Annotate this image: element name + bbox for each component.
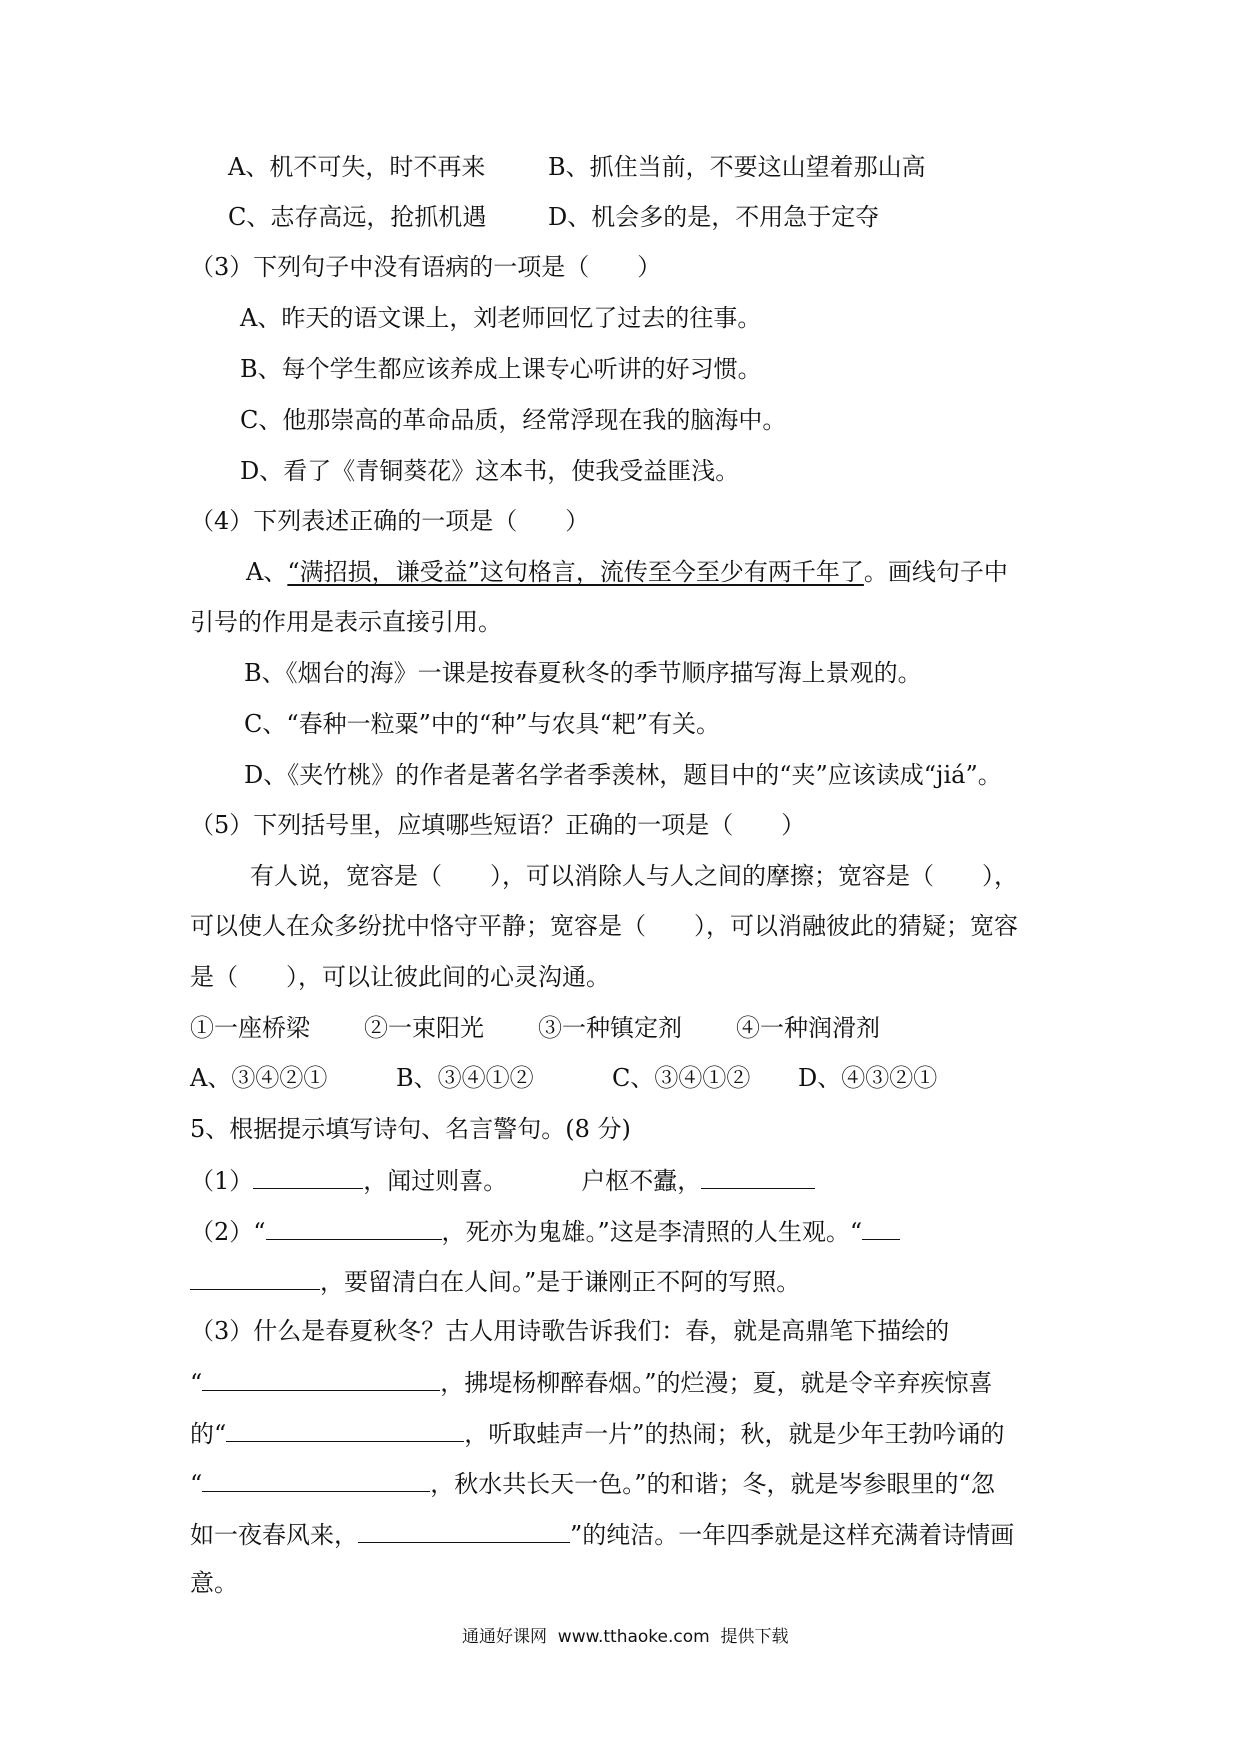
section5-line2 (190, 1215, 900, 1245)
footer-download-note: 通通好课网 www.tthaoke.com 提供下载 (462, 1627, 789, 1647)
text-1: ，闻过则喜。 (363, 1167, 508, 1195)
q4-option-a-rest: 。画线句子中 (863, 558, 1008, 586)
text-1c: 户枢不蠹， (581, 1167, 702, 1195)
section5-line4: （3）什么是春夏秋冬？古人用诗歌告诉我们：春，就是高鼎笔下描绘的 (190, 1317, 950, 1345)
q2-option-a: A、机不可失，时不再来 (228, 153, 486, 181)
section5-title: 5、根据提示填写诗句、名言警句。(8 分) (190, 1115, 631, 1143)
quote-open-5: “ (190, 1369, 203, 1397)
q5-option-c: C、③④①② (612, 1064, 751, 1092)
q4-stem: （4）下列表述正确的一项是（ ） (190, 507, 590, 535)
q5-passage-line3: 是（ ），可以让彼此间的心灵沟通。 (190, 963, 610, 991)
section5-line9: 意。 (190, 1569, 238, 1597)
fill-blank-3[interactable] (266, 1215, 442, 1240)
q2-option-d: D、机会多的是，不用急于定夺 (548, 203, 880, 231)
q3-option-b: B、每个学生都应该养成上课专心听讲的好习惯。 (240, 355, 762, 383)
q5-phrase-1: ①一座桥梁 (190, 1014, 310, 1042)
q5-phrase-4: ④一种润滑剂 (736, 1014, 880, 1042)
fill-blank-8[interactable] (358, 1518, 570, 1543)
q5-passage-line1: 有人说，宽容是（ ），可以消除人与人之间的摩擦；宽容是（ ）， (250, 862, 1018, 890)
q4-option-c: C、“春种一粒粟”中的“种”与农具“耙”有关。 (244, 710, 720, 738)
q2-option-b: B、抓住当前，不要这山望着那山高 (548, 153, 926, 181)
quote-open-6: 的“ (190, 1420, 227, 1448)
fill-blank-4a[interactable] (862, 1215, 900, 1240)
text-8: ”的纯洁。一年四季就是这样充满着诗情画 (570, 1521, 1015, 1549)
q3-option-d: D、看了《青铜葵花》这本书，使我受益匪浅。 (240, 457, 740, 485)
q4-option-b: B、《烟台的海》一课是按春夏秋冬的季节顺序描写海上景观的。 (244, 659, 922, 687)
q5-phrase-2: ②一束阳光 (364, 1014, 484, 1042)
text-7: ，秋水共长天一色。”的和谐；冬，就是岑参眼里的“忽 (430, 1470, 995, 1498)
section5-line7 (190, 1467, 995, 1497)
q4-option-a-prefix: A、 (246, 558, 288, 586)
text-6: ，听取蛙声一片”的热闹；秋，就是少年王勃吟诵的 (464, 1420, 1005, 1448)
q5-option-b: B、③④①② (396, 1064, 534, 1092)
text-8a: 如一夜春风来， (190, 1521, 358, 1549)
q5-phrase-3: ③一种镇定剂 (538, 1014, 682, 1042)
q3-option-c: C、他那崇高的革命品质，经常浮现在我的脑海中。 (240, 406, 787, 434)
label-2: （2）“ (190, 1218, 266, 1246)
q3-option-a: A、昨天的语文课上，刘老师回忆了过去的往事。 (240, 304, 762, 332)
section5-line3 (190, 1265, 800, 1295)
text-2: ，死亦为鬼雄。”这是李清照的人生观。“ (441, 1218, 863, 1246)
text-5: ，拂堤杨柳醉春烟。”的烂漫；夏，就是令辛弃疾惊喜 (440, 1369, 993, 1397)
fill-blank-6[interactable] (226, 1417, 464, 1442)
q4-option-a (246, 557, 1008, 587)
section5-line6 (190, 1417, 1005, 1447)
section5-line8 (190, 1518, 1014, 1548)
q5-option-a: A、③④②① (190, 1064, 328, 1092)
q5-stem: （5）下列括号里，应填哪些短语？正确的一项是（ ） (190, 811, 806, 839)
fill-blank-5[interactable] (202, 1366, 440, 1391)
fill-blank-2[interactable] (701, 1164, 815, 1189)
text-3: ，要留清白在人间。”是于谦刚正不阿的写照。 (320, 1268, 801, 1296)
section5-line5 (190, 1366, 993, 1396)
q5-passage-line2: 可以使人在众多纷扰中恪守平静；宽容是（ ），可以消融彼此的猜疑；宽容 (190, 912, 1018, 940)
fill-blank-4b[interactable] (190, 1265, 320, 1290)
q3-stem: （3）下列句子中没有语病的一项是（ ） (190, 253, 662, 281)
q4-option-d: D、《夹竹桃》的作者是著名学者季羡林，题目中的“夹”应该读成“jiá”。 (244, 761, 1002, 789)
quote-open-7: “ (190, 1470, 203, 1498)
q2-option-c: C、志存高远，抢抓机遇 (228, 203, 487, 231)
label-1: （1） (190, 1167, 254, 1195)
fill-blank-7[interactable] (202, 1467, 430, 1492)
fill-blank-1[interactable] (253, 1164, 363, 1189)
q5-option-d: D、④③②① (798, 1064, 938, 1092)
q4-underlined-sentence: “满招损，谦受益”这句格言，流传至今至少有两千年了 (287, 558, 864, 586)
q4-option-a-continued: 引号的作用是表示直接引用。 (190, 608, 502, 636)
section5-line1 (190, 1164, 815, 1194)
